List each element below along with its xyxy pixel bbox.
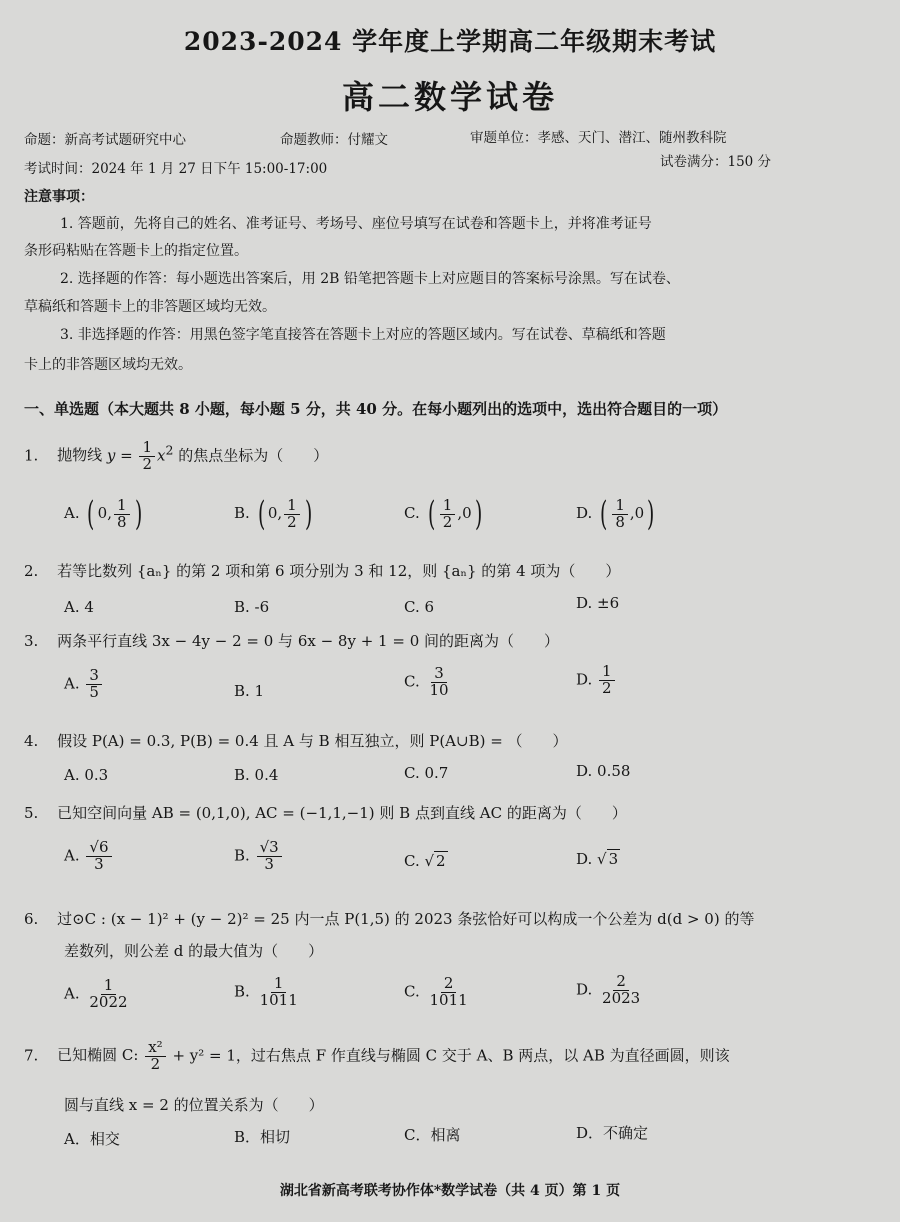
q2-option-d: D. ±6 (576, 594, 620, 612)
question-number: 1. (24, 446, 39, 465)
question-5: 5. 已知空间向量 AB = (0,1,0), AC = (−1,1,−1) 则 B 点到直线 AC 的距离为（ ） (24, 804, 627, 822)
question-number: 6. (24, 910, 39, 928)
question-7: 7. 已知椭圆 C: $\frac{\text{x²}}{2}$ + y² = 1，过右焦点 F 作直线与椭圆 C 交于 A、B 两点，以 AB 为直径画圆，则该 (24, 1038, 730, 1073)
fraction: $\frac{1}{2}$ (139, 440, 155, 473)
notice-item-2a: 2. 选择题的作答：每小题选出答案后，用 2B 铅笔把答题卡上对应题目的答案标号涂黑。写在试卷、 (60, 271, 680, 287)
q5-option-c: C. √ 2 (404, 852, 446, 870)
q6-option-d: D. $\frac{2}{2023}$ (576, 972, 641, 1007)
notice-item-3a: 3. 非选择题的作答：用黑色签字笔直接答在答题卡上对应的答题区域内。写在试卷、草稿纸和答题 (60, 327, 666, 343)
q1-option-b: B. ( 0, $\frac{1}{2}$ ) (234, 494, 312, 534)
q2-option-a: A. 4 (64, 598, 94, 616)
reviewer-info: 审题单位：孝感、天门、潜江、随州教科院 (470, 130, 727, 146)
q1-option-d: D. ( $\frac{1}{8}$ ,0) (576, 494, 655, 534)
question-1: 1. 抛物线 y = $\frac{1}{2}$ $x^2$ 的焦点坐标为（ ） (24, 438, 329, 473)
question-number: 5. (24, 804, 39, 822)
question-number: 7. (24, 1046, 39, 1065)
q6-option-a: A. $\frac{1}{2022}$ (64, 976, 128, 1011)
question-6-line-2: 差数列，则公差 d 的最大值为（ ） (64, 942, 324, 960)
notice-item-2b: 草稿纸和答题卡上的非答题区域均无效。 (24, 299, 276, 315)
q7-option-b: B．相切 (234, 1128, 291, 1146)
exam-time: 考试时间：2024 年 1 月 27 日下午 15:00-17:00 (24, 161, 328, 177)
q7-option-d: D．不确定 (576, 1124, 649, 1142)
proposer-info: 命题：新高考试题研究中心 (24, 132, 186, 148)
q4-option-b: B. 0.4 (234, 766, 279, 784)
q3-option-a: A. $\frac{3}{5}$ (64, 668, 104, 701)
question-7-line-2: 圆与直线 x = 2 的位置关系为（ ） (64, 1096, 324, 1114)
question-3: 3. 两条平行直线 3x − 4y − 2 = 0 与 6x − 8y + 1 = 0 间的距离为（ ） (24, 632, 560, 650)
q5-option-d: D. √ 3 (576, 850, 619, 868)
q4-option-d: D. 0.58 (576, 762, 631, 780)
q7-option-c: C．相离 (404, 1126, 461, 1144)
teacher-info: 命题教师：付耀文 (280, 132, 388, 148)
q5-option-b: B. $\frac{√3}{3}$ (234, 840, 284, 873)
q3-option-b: B. 1 (234, 682, 265, 700)
q1-option-a: A. ( 0, $\frac{1}{8}$ ) (64, 494, 142, 534)
page-footer: 湖北省新高考联考协作体*数学试卷（共 4 页）第 1 页 (279, 1183, 621, 1199)
q2-option-c: C. 6 (404, 598, 435, 616)
notice-heading: 注意事项： (24, 189, 94, 205)
exam-title: 2023-2024 学年度上学期高二年级期末考试 (183, 27, 717, 56)
question-number: 2. (24, 562, 39, 580)
q3-option-c: C. $\frac{3}{10}$ (404, 664, 449, 699)
q6-option-c: C. $\frac{2}{1011}$ (404, 974, 468, 1009)
full-score: 试卷满分：150 分 (660, 154, 772, 170)
notice-item-3b: 卡上的非答题区域均无效。 (24, 357, 192, 373)
paper-subtitle: 高二数学试卷 (341, 78, 558, 116)
notice-item-1a: 1. 答题前，先将自己的姓名、准考证号、考场号、座位号填写在试卷和答题卡上，并将准考证号 (60, 216, 652, 232)
q4-option-a: A. 0.3 (64, 766, 109, 784)
question-number: 4. (24, 732, 39, 750)
q5-option-a: A. $\frac{√6}{3}$ (64, 840, 114, 873)
question-4: 4. 假设 P(A) = 0.3, P(B) = 0.4 且 A 与 B 相互独立，则 P(A∪B) = （ ） (24, 732, 568, 750)
q1-option-c: C. ( $\frac{1}{2}$ ,0) (404, 494, 482, 534)
section-heading: 一、单选题（本大题共 8 小题，每小题 5 分，共 40 分。在每小题列出的选项中，选出符合题目的一项） (24, 400, 728, 418)
q2-option-b: B. -6 (234, 598, 270, 616)
q7-option-a: A．相交 (64, 1130, 120, 1148)
q3-option-d: D. $\frac{1}{2}$ (576, 664, 617, 697)
question-number: 3. (24, 632, 39, 650)
notice-item-1b: 条形码粘贴在答题卡上的指定位置。 (24, 243, 248, 259)
q4-option-c: C. 0.7 (404, 764, 449, 782)
question-2: 2. 若等比数列 {aₙ} 的第 2 项和第 6 项分别为 3 和 12，则 {aₙ} 的第 4 项为（ ） (24, 562, 621, 580)
question-6: 6. 过⊙C : (x − 1)² + (y − 2)² = 25 内一点 P(1,5) 的 2023 条弦恰好可以构成一个公差为 d(d > 0) 的等 (24, 910, 755, 928)
q6-option-b: B. $\frac{1}{1011}$ (234, 974, 298, 1009)
